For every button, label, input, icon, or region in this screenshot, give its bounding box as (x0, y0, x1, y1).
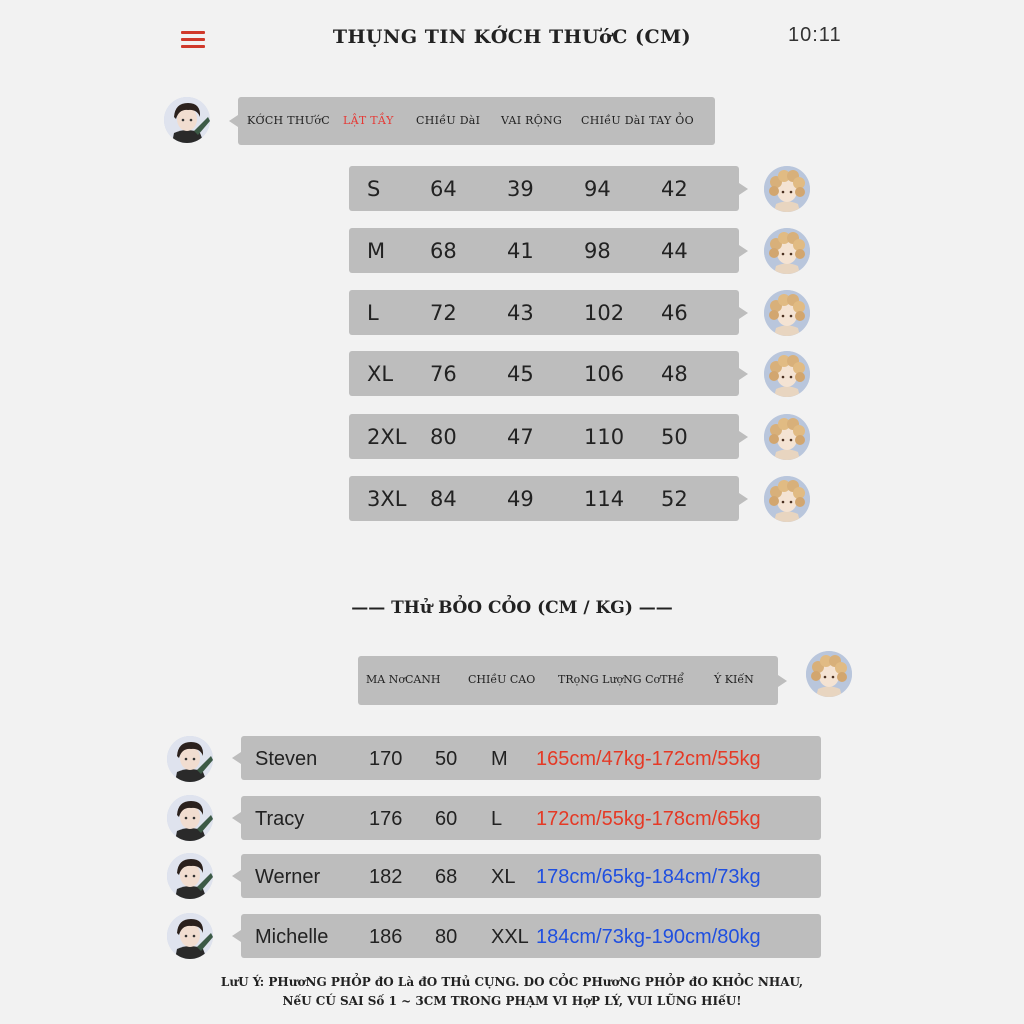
model-size: XL (491, 866, 516, 888)
avatar (764, 228, 810, 274)
size-row (349, 351, 739, 396)
header-model: MA NơCANH (366, 673, 441, 686)
shoulder-value: 106 (584, 362, 625, 386)
length-value: 47 (507, 425, 534, 449)
sleeve-value: 42 (661, 177, 688, 201)
trial-row (241, 914, 821, 958)
recommendation: 172cm/55kg-178cm/65kg (536, 808, 761, 830)
model-height: 182 (369, 866, 403, 888)
header-chest: LẬT TẦY (343, 114, 394, 127)
size-header-bubble (238, 97, 715, 145)
page-title: THỤNG TIN KỚCH THƯớC (CM) (332, 26, 692, 48)
model-name: Michelle (255, 926, 329, 948)
avatar (167, 853, 213, 899)
header-shoulder: VAI RỘNG (501, 114, 563, 127)
model-size: L (491, 808, 503, 830)
avatar (806, 651, 852, 697)
recommendation: 165cm/47kg-172cm/55kg (536, 748, 761, 770)
recommendation: 178cm/65kg-184cm/73kg (536, 866, 761, 888)
status-time: 10:11 (788, 24, 842, 46)
model-name: Steven (255, 748, 318, 770)
sleeve-value: 50 (661, 425, 688, 449)
model-weight: 50 (435, 748, 458, 770)
size-row (349, 476, 739, 521)
avatar (764, 166, 810, 212)
size-label: M (367, 239, 386, 263)
avatar (764, 476, 810, 522)
note-line-1: LưU Ý: PHươNG PHỎP đO Là đO THủ CỤNG. DO CỎC PHươNG PHỎP đO KHỎC NHAU, (220, 975, 804, 989)
size-label: S (367, 177, 381, 201)
header-size: KỚCH THƯớC (247, 114, 330, 127)
length-value: 41 (507, 239, 534, 263)
model-weight: 60 (435, 808, 458, 830)
trial-row (241, 736, 821, 780)
size-label: 3XL (367, 487, 407, 511)
sleeve-value: 52 (661, 487, 688, 511)
chest-value: 76 (430, 362, 457, 386)
size-row (349, 414, 739, 459)
trial-header-bubble (358, 656, 778, 705)
model-weight: 80 (435, 926, 458, 948)
chest-value: 80 (430, 425, 457, 449)
shoulder-value: 94 (584, 177, 611, 201)
chest-value: 84 (430, 487, 457, 511)
avatar (167, 913, 213, 959)
model-height: 170 (369, 748, 403, 770)
size-label: L (367, 301, 379, 325)
sleeve-value: 48 (661, 362, 688, 386)
trial-row (241, 854, 821, 898)
shoulder-value: 102 (584, 301, 625, 325)
header-opinion: Ý KIếN (714, 673, 754, 686)
header-weight: TRọNG LượNG CơTHể (558, 673, 684, 686)
model-name: Werner (255, 866, 321, 888)
note-line-2: NếU CÚ SAI Số 1 ~ 3CM TRONG PHẠM VI HợP LÝ, VUI LŨNG HIếU! (282, 994, 742, 1008)
recommendation: 184cm/73kg-190cm/80kg (536, 926, 761, 948)
shoulder-value: 114 (584, 487, 625, 511)
length-value: 39 (507, 177, 534, 201)
size-row (349, 166, 739, 211)
size-label: 2XL (367, 425, 407, 449)
section-title: —— THử BỎO CỎO (CM / KG) —— (351, 598, 673, 618)
avatar (167, 795, 213, 841)
chest-value: 68 (430, 239, 457, 263)
size-row (349, 290, 739, 335)
model-height: 186 (369, 926, 403, 948)
sleeve-value: 44 (661, 239, 688, 263)
avatar (764, 290, 810, 336)
avatar (764, 414, 810, 460)
shoulder-value: 98 (584, 239, 611, 263)
avatar (167, 736, 213, 782)
measurement-note (0, 973, 1024, 1011)
size-row (349, 228, 739, 273)
length-value: 43 (507, 301, 534, 325)
sleeve-value: 46 (661, 301, 688, 325)
avatar (764, 351, 810, 397)
model-weight: 68 (435, 866, 458, 888)
model-size: XXL (491, 926, 529, 948)
model-size: M (491, 748, 508, 770)
model-height: 176 (369, 808, 403, 830)
chest-value: 64 (430, 177, 457, 201)
shoulder-value: 110 (584, 425, 625, 449)
header-sleeve: CHIềU DàI TAY ỎO (581, 114, 694, 127)
avatar (164, 97, 210, 143)
length-value: 49 (507, 487, 534, 511)
header-height: CHIềU CAO (468, 673, 536, 686)
header-length: CHIềU DàI (416, 114, 481, 127)
trial-row (241, 796, 821, 840)
size-label: XL (367, 362, 394, 386)
length-value: 45 (507, 362, 534, 386)
model-name: Tracy (255, 808, 305, 830)
chest-value: 72 (430, 301, 457, 325)
